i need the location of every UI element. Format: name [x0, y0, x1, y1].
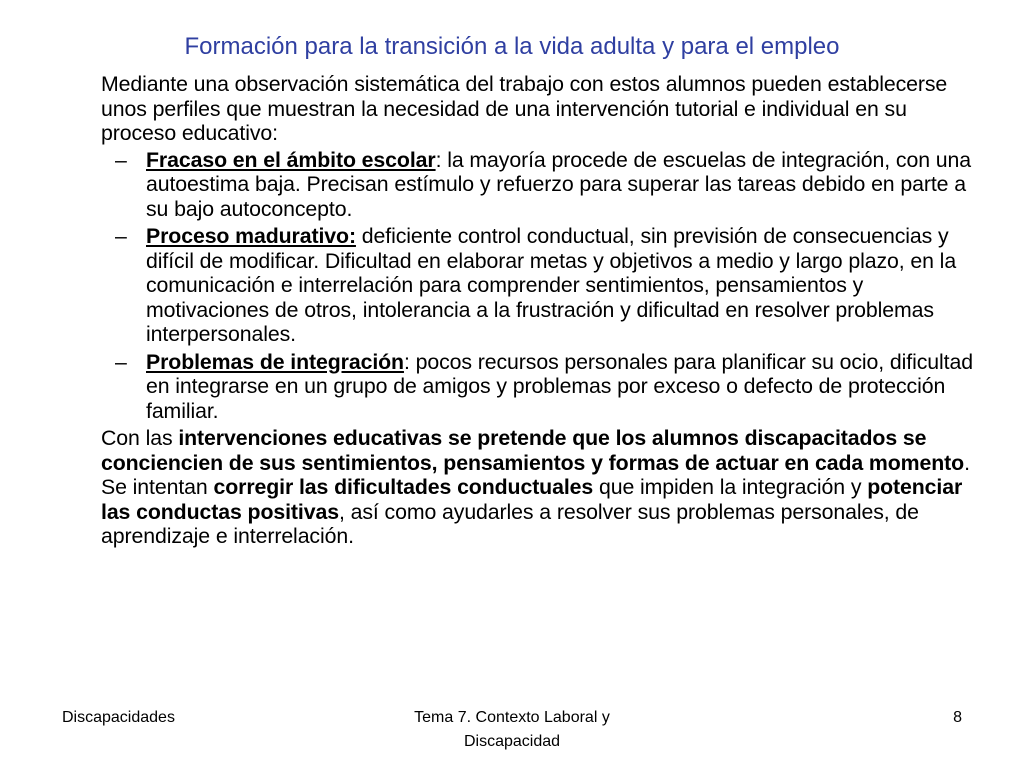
footer-topic — [0, 706, 1024, 754]
bullet-term: Fracaso en el ámbito escolar — [146, 147, 436, 172]
conclusion-text: . Se intentan — [101, 450, 970, 499]
bullet-term: Problemas de integración — [146, 349, 404, 374]
conclusion-text: , así como ayudarles a resolver sus problemas personales, de aprendizaje e interrelación. — [101, 499, 919, 548]
bullet-text: : pocos recursos personales para planificar su ocio, dificultad en integrarse en un grupo de amigos y problemas por exceso o defecto de protección familiar. — [146, 349, 973, 423]
conclusion-paragraph — [101, 426, 976, 549]
dash-bullet-icon: – — [115, 349, 127, 374]
footer-topic-line: Tema 7. Contexto Laboral y — [414, 709, 610, 726]
slide-title: Formación para la transición a la vida adulta y para el empleo — [184, 33, 840, 60]
dash-bullet-icon: – — [115, 224, 127, 248]
page-number: 8 — [953, 709, 962, 726]
conclusion-emphasis: potenciar las conductas positivas — [101, 475, 963, 524]
bullet-text: : la mayoría procede de escuelas de integración, con una autoestima baja. Precisan estímulo y refuerzo para superar las tareas debido en parte a su bajo autoconcepto. — [146, 147, 972, 221]
bullet-item-fracaso-escolar — [101, 148, 976, 222]
footer-topic-line: Discapacidad — [463, 733, 561, 750]
bullet-text: deficiente control conductual, sin previsión de consecuencias y difícil de modificar. Dificultad en elaborar metas y objetivos a medio y largo plazo, en la comunicación e interrelación para comprender sentimientos, pensamientos y motivaciones de otros, intolerancia a la frustración y dificultad en resolver problemas interpersonales. — [146, 224, 957, 346]
bullet-term: Proceso madurativo: — [146, 224, 356, 248]
footer-course-name: Discapacidades — [62, 709, 175, 726]
bullet-list — [101, 148, 976, 424]
conclusion-emphasis: corregir las dificultades conductuales — [213, 475, 594, 499]
conclusion-text: Con las — [101, 426, 179, 450]
slide-body — [101, 72, 976, 549]
conclusion-emphasis: intervenciones educativas se pretende que los alumnos discapacitados se conciencien de sus sentimientos, pensamientos y formas de actuar en cada momento — [101, 426, 965, 475]
bullet-item-problemas-integracion — [101, 350, 976, 424]
intro-paragraph: Mediante una observación sistemática del trabajo con estos alumnos pueden establecerse unos perfiles que muestran la necesidad de una intervención tutorial e individual en su proceso educativo: — [101, 72, 948, 145]
conclusion-text: que impiden la integración y — [593, 475, 868, 499]
bullet-item-proceso-madurativo — [101, 224, 976, 347]
dash-bullet-icon: – — [115, 147, 127, 172]
